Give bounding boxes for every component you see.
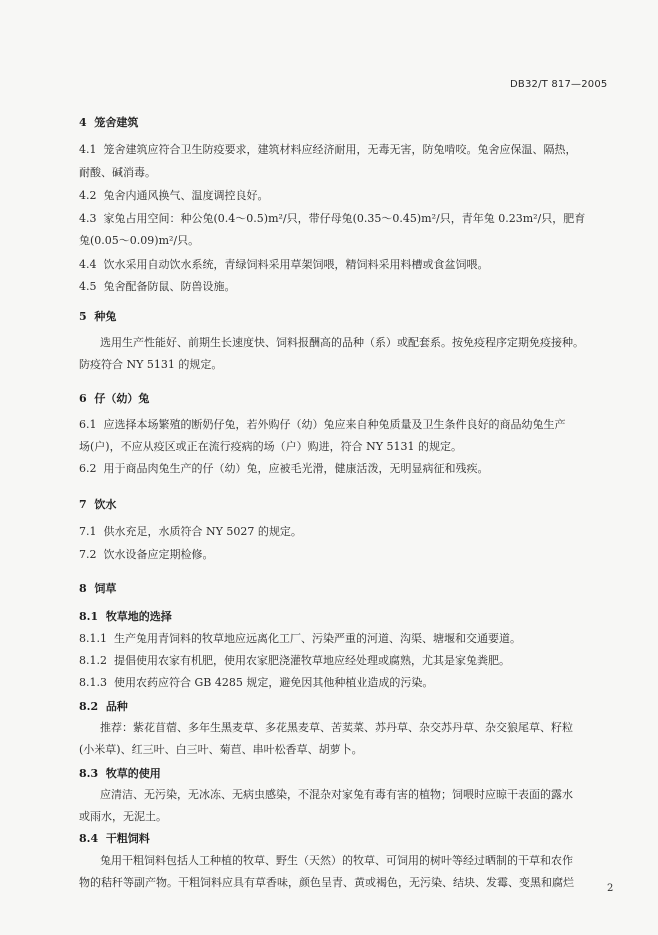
subsection-number: 8.3 bbox=[79, 767, 99, 780]
clause-number: 4.3 bbox=[79, 212, 97, 225]
clause-4-3-line-2: 兔(0.05～0.09)m²/只。 bbox=[79, 234, 200, 247]
clause-8-1-3 bbox=[79, 676, 433, 690]
subsection-number: 8.1 bbox=[79, 610, 99, 623]
subsection-8-4-line-2: 物的秸秆等副产物。干粗饲料应具有草香味，颜色呈青、黄或褐色，无污染、结块、发霉、变黑和腐烂 bbox=[79, 876, 574, 889]
subsection-8-2-line-2: (小米草)、红三叶、白三叶、菊苣、串叶松香草、胡萝卜。 bbox=[79, 743, 363, 756]
section-number: 4 bbox=[79, 116, 87, 129]
subsection-title: 牧草地的选择 bbox=[105, 610, 172, 623]
subsection-8-4-heading bbox=[79, 832, 150, 846]
subsection-number: 8.4 bbox=[79, 832, 99, 845]
page-number: 2 bbox=[607, 883, 614, 894]
clause-text: 生产兔用青饲料的牧草地应远离化工厂、污染严重的河道、沟渠、塘堰和交通要道。 bbox=[114, 632, 521, 645]
clause-8-1-1 bbox=[79, 632, 521, 646]
subsection-8-1-heading bbox=[79, 610, 172, 624]
clause-4-4 bbox=[79, 258, 489, 272]
clause-text: 供水充足，水质符合 NY 5027 的规定。 bbox=[103, 525, 302, 538]
standard-code: DB32/T 817—2005 bbox=[510, 79, 608, 90]
clause-number: 4.1 bbox=[79, 143, 97, 156]
clause-4-2 bbox=[79, 189, 269, 203]
clause-6-1-line-2: 场(户)，不应从疫区或正在流行疫病的场（户）购进，符合 NY 5131 的规定。 bbox=[79, 440, 462, 453]
subsection-8-3-line-1: 应清洁、无污染，无冰冻、无病虫感染，不混杂对家兔有毒有害的植物；饲喂时应晾干表面的露水 bbox=[100, 788, 573, 801]
section-5-heading bbox=[79, 310, 116, 324]
clause-7-2 bbox=[79, 548, 214, 562]
clause-number: 6.1 bbox=[79, 418, 97, 431]
clause-number: 4.2 bbox=[79, 189, 97, 202]
section-title: 笼舍建筑 bbox=[94, 116, 139, 129]
clause-number: 8.1.1 bbox=[79, 632, 107, 645]
section-title: 饮水 bbox=[94, 498, 117, 511]
clause-4-3-line-1 bbox=[79, 212, 585, 226]
clause-text: 用于商品肉兔生产的仔（幼）兔，应被毛光滑，健康活泼，无明显病征和残疾。 bbox=[103, 462, 489, 475]
clause-number: 4.4 bbox=[79, 258, 97, 271]
section-title: 仔（幼）兔 bbox=[94, 392, 150, 405]
clause-number: 8.1.2 bbox=[79, 654, 107, 667]
clause-text: 饮水设备应定期检修。 bbox=[103, 548, 214, 561]
section-title: 饲草 bbox=[94, 582, 117, 595]
subsection-8-2-line-1: 推荐：紫花苜蓿、多年生黑麦草、多花黑麦草、苦荬菜、苏丹草、杂交苏丹草、杂交狼尾草、籽粒 bbox=[100, 721, 573, 734]
subsection-title: 牧草的使用 bbox=[105, 767, 161, 780]
section-number: 5 bbox=[79, 310, 87, 323]
subsection-number: 8.2 bbox=[79, 700, 99, 713]
clause-7-1 bbox=[79, 525, 302, 539]
clause-text: 使用农药应符合 GB 4285 规定，避免因其他种植业造成的污染。 bbox=[114, 676, 434, 689]
clause-4-1-line-2: 耐酸、碱消毒。 bbox=[79, 166, 156, 179]
clause-number: 6.2 bbox=[79, 462, 97, 475]
clause-6-2 bbox=[79, 462, 489, 476]
clause-text: 兔舍配备防鼠、防兽设施。 bbox=[103, 280, 236, 293]
subsection-8-4-line-1: 兔用干粗饲料包括人工种植的牧草、野生（天然）的牧草、可饲用的树叶等经过晒制的干草和农作 bbox=[100, 854, 573, 867]
subsection-title: 干粗饲料 bbox=[105, 832, 150, 845]
clause-number: 4.5 bbox=[79, 280, 97, 293]
clause-text: 应选择本场繁殖的断奶仔兔，若外购仔（幼）兔应来自种兔质量及卫生条件良好的商品幼兔生产 bbox=[103, 418, 566, 431]
subsection-8-2-heading bbox=[79, 700, 128, 714]
section-6-heading bbox=[79, 392, 149, 406]
clause-text: 饮水采用自动饮水系统，青绿饲料采用草架饲喂，精饲料采用料槽或食盆饲喂。 bbox=[103, 258, 489, 271]
subsection-8-3-heading bbox=[79, 767, 161, 781]
section-7-heading bbox=[79, 498, 116, 512]
section-8-heading bbox=[79, 582, 116, 596]
subsection-title: 品种 bbox=[105, 700, 128, 713]
section-5-para-line-2: 防疫符合 NY 5131 的规定。 bbox=[79, 358, 223, 371]
clause-text: 家兔占用空间：种公兔(0.4～0.5)m²/只，带仔母兔(0.35～0.45)m²/只，青年兔 0.23m²/只，肥育 bbox=[103, 212, 586, 225]
clause-8-1-2 bbox=[79, 654, 510, 668]
subsection-8-3-line-2: 或雨水，无泥土。 bbox=[79, 810, 167, 823]
clause-number: 7.2 bbox=[79, 548, 97, 561]
section-number: 7 bbox=[79, 498, 87, 511]
clause-4-1-line-1 bbox=[79, 143, 577, 157]
clause-6-1-line-1 bbox=[79, 418, 566, 432]
clause-text: 笼舍建筑应符合卫生防疫要求，建筑材料应经济耐用，无毒无害，防兔啃咬。兔舍应保温、隔热， bbox=[103, 143, 577, 156]
section-5-para-line-1: 选用生产性能好、前期生长速度快、饲料报酬高的品种（系）或配套系。按免疫程序定期免疫接种。 bbox=[100, 336, 584, 349]
section-4-heading bbox=[79, 116, 138, 130]
clause-4-5 bbox=[79, 280, 236, 294]
clause-number: 7.1 bbox=[79, 525, 97, 538]
section-title: 种兔 bbox=[94, 310, 117, 323]
clause-text: 兔舍内通风换气、温度调控良好。 bbox=[103, 189, 269, 202]
section-number: 8 bbox=[79, 582, 87, 595]
clause-text: 提倡使用农家有机肥，使用农家肥浇灌牧草地应经处理或腐熟，尤其是家兔粪肥。 bbox=[114, 654, 510, 667]
section-number: 6 bbox=[79, 392, 87, 405]
clause-number: 8.1.3 bbox=[79, 676, 107, 689]
